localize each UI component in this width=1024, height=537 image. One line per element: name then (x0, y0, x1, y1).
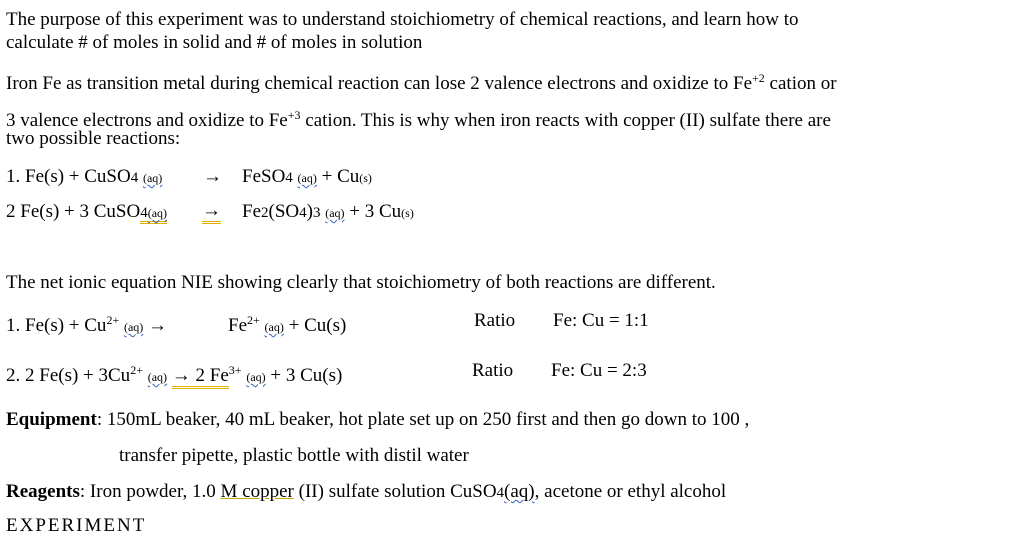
intro-line-2: calculate # of moles in solid and # of moles in solution (6, 32, 423, 53)
reaction-2-lhs-sub: 4 (140, 205, 148, 221)
nie-eq-1-lhs-sup: 2+ (106, 313, 120, 327)
nie-eq-2-rhs-sup: 3+ (228, 363, 242, 377)
iron-line-2-text: 3 valence electrons and oxidize to Fe (6, 110, 288, 131)
reaction-2-lhs-suffix (140, 205, 167, 224)
nie-eq-1-rhs-sup: 2+ (247, 313, 260, 327)
reaction-2-rhs-sub3: 3 (312, 205, 321, 221)
nie-eq-1-rhs-state: (aq) (264, 320, 284, 334)
nie-eq-2-arrow: → (171, 365, 191, 386)
equipment-text: : 150mL beaker, 40 mL beaker, hot plate set up on 250 first and then go down to 100 , (96, 409, 750, 430)
reaction-1-rhs (242, 165, 372, 190)
nie-eq-1-rhs (228, 309, 346, 339)
experiment-heading-cutoff: EXPERIMENT (6, 515, 147, 536)
reaction-1-rhs2-state: (s) (359, 171, 372, 185)
nie-eq-1-rhs-text: Fe (228, 315, 247, 336)
reaction-2-lhs-text: 2 Fe(s) + 3 CuSO (6, 201, 141, 222)
iron-line-1 (6, 67, 837, 95)
reaction-1-lhs-state: (aq) (142, 171, 163, 185)
nie-eq-1-arrow: → (148, 315, 168, 336)
nie-eq-1-rhs2: + Cu(s) (283, 315, 347, 336)
nie-eq-2-rhs2: + 3 Cu(s) (265, 365, 343, 386)
nie-eq-2-lhs-state: (aq) (147, 370, 168, 384)
nie-heading: The net ionic equation NIE showing clearly that stoichiometry of both reactions are different. (6, 272, 716, 293)
nie-eq-2-lhs (6, 359, 342, 389)
reagents-line (6, 480, 726, 505)
iron-line-1-end: cation or (764, 73, 837, 94)
reaction-2-lhs-state: (aq) (147, 206, 168, 220)
equipment-label: Equipment (6, 409, 97, 430)
fe-plus2-superscript: +2 (752, 71, 765, 85)
nie-eq-1-lhs-state: (aq) (123, 320, 144, 334)
reagents-state: (aq) (504, 481, 535, 502)
intro-line-1: The purpose of this experiment was to understand stoichiometry of chemical reactions, and learn how to (6, 9, 799, 30)
nie-eq-2-ratio-value: Fe: Cu = 2:3 (551, 360, 647, 381)
iron-line-2-end: cation. This is why when iron reacts with copper (II) sulfate there are (300, 110, 831, 131)
reaction-1-rhs-sub: 4 (285, 170, 293, 186)
reaction-2-rhs-text: Fe (242, 201, 261, 222)
reaction-1-rhs2: + Cu (316, 166, 360, 187)
nie-eq-2-ratio-label: Ratio (472, 360, 514, 381)
reaction-2-rhs2: + 3 Cu (344, 201, 402, 222)
reaction-2-lhs (6, 200, 167, 225)
reaction-1-lhs-text: 1. Fe(s) + CuSO (6, 166, 131, 187)
nie-eq-1-ratio-value: Fe: Cu = 1:1 (553, 310, 649, 331)
reagents-text-a: : Iron powder, 1.0 (79, 481, 221, 502)
equipment-line-1 (6, 408, 749, 431)
reagents-sub: 4 (496, 485, 505, 501)
reaction-2-rhs (242, 200, 414, 225)
reaction-1-lhs (6, 165, 162, 190)
nie-eq-2-rhs-state: (aq) (246, 370, 266, 384)
iron-line-3: two possible reactions: (6, 128, 181, 149)
reaction-1-lhs-sub: 4 (130, 170, 139, 186)
reagents-underlined: M copper (220, 481, 294, 502)
reagents-label: Reagents (6, 481, 80, 502)
nie-eq-2-rhs-text: 2 Fe (190, 365, 229, 386)
nie-eq-2-arrow-group (172, 365, 229, 389)
nie-eq-1-ratio-label: Ratio (474, 310, 516, 331)
reaction-1-rhs-state: (aq) (297, 171, 317, 185)
iron-line-1-text: Iron Fe as transition metal during chemical reaction can lose 2 valence electrons and oxidize to Fe (6, 73, 753, 94)
reaction-2-rhs-end: ) (306, 201, 313, 222)
reaction-2-rhs-sub: 2 (261, 205, 269, 221)
reaction-2-rhs-sub2: 4 (299, 205, 307, 221)
equipment-line-2: transfer pipette, plastic bottle with distil water (119, 445, 469, 466)
nie-eq-2-lhs-text: 2. 2 Fe(s) + 3Cu (6, 365, 131, 386)
reaction-2-rhs-state: (aq) (325, 206, 345, 220)
nie-eq-1-lhs-text: 1. Fe(s) + Cu (6, 315, 107, 336)
reagents-text-c: , acetone or ethyl alcohol (534, 481, 727, 502)
reaction-1-rhs-text: FeSO (242, 166, 286, 187)
reaction-1-arrow: → (203, 166, 222, 187)
nie-eq-2-lhs-sup: 2+ (130, 363, 143, 377)
reaction-2-arrow: → (202, 200, 221, 224)
reagents-text-b: (II) sulfate solution CuSO (293, 481, 497, 502)
reaction-2-rhs2-state: (s) (401, 206, 414, 220)
reaction-2-rhs-mid: (SO (268, 201, 300, 222)
fe-plus3-superscript: +3 (287, 108, 301, 122)
nie-eq-1-lhs (6, 309, 167, 339)
